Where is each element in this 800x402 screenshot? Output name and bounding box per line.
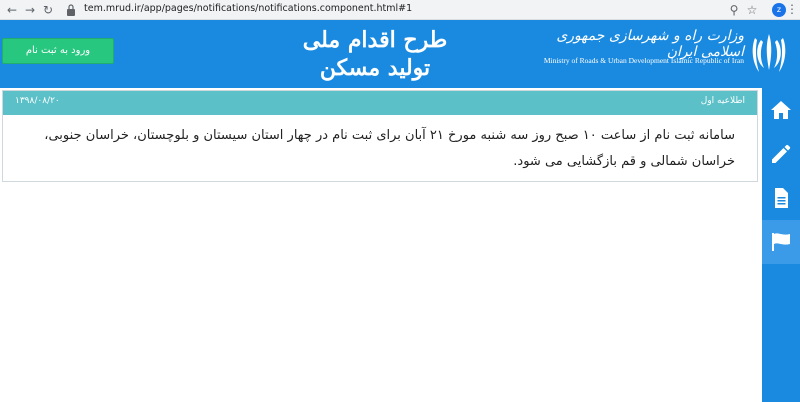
site-header xyxy=(0,20,800,88)
notification-card xyxy=(2,90,758,182)
ministry-name-fa: وزارت راه و شهرسازی جمهوری اسلامی ایران xyxy=(556,28,744,60)
reload-icon[interactable]: ↻ xyxy=(42,3,54,17)
notification-date: ۱۳۹۸/۰۸/۲۰ xyxy=(15,96,60,106)
menu-dots-icon[interactable]: ⋮ xyxy=(786,2,798,16)
notification-header xyxy=(3,91,757,115)
sidebar xyxy=(762,88,800,402)
document-icon xyxy=(769,186,793,210)
profile-avatar[interactable]: z xyxy=(772,3,786,17)
arrow-left-icon[interactable]: ← xyxy=(6,3,18,17)
home-icon xyxy=(769,98,793,122)
sidebar-item-edit[interactable] xyxy=(762,132,800,176)
login-register-button[interactable]: ورود به ثبت نام xyxy=(2,38,114,64)
ministry-name-en: Ministry of Roads & Urban Development Islamic Republic of Iran xyxy=(543,56,744,65)
star-icon[interactable]: ☆ xyxy=(746,3,758,17)
sidebar-item-flag[interactable] xyxy=(762,220,800,264)
site-title: طرح اقدام ملی تولید مسکن xyxy=(302,27,448,81)
pencil-icon xyxy=(769,142,793,166)
notification-body: سامانه ثبت نام از ساعت ۱۰ صبح روز سه شنبه مورخ ۲۱ آبان برای ثبت نام در چهار استان سیستان و بلوچستان، خراسان جنوبی، خراسان شمالی و قم بازگشایی می شود. xyxy=(44,128,735,169)
flag-icon xyxy=(769,230,793,254)
arrow-right-icon[interactable]: → xyxy=(24,3,36,17)
zoom-icon[interactable]: ⚲ xyxy=(729,3,739,17)
iran-emblem-icon xyxy=(750,30,788,76)
sidebar-item-document[interactable] xyxy=(762,176,800,220)
sidebar-item-home[interactable] xyxy=(762,88,800,132)
notification-title: اطلاعیه اول xyxy=(700,96,745,106)
lock-icon xyxy=(66,4,76,16)
browser-toolbar xyxy=(0,0,800,20)
address-bar[interactable] xyxy=(62,2,782,18)
url-text: tem.mrud.ir/app/pages/notifications/notifications.component.html#1 xyxy=(84,3,413,14)
